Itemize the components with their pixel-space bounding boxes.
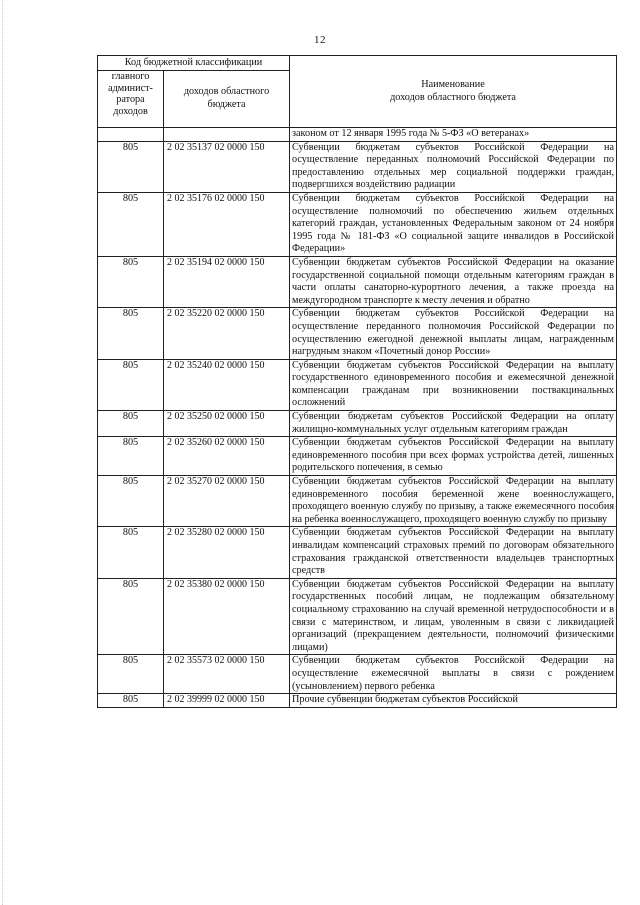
header-admin-line: админист-: [108, 82, 153, 94]
admin-code-cell: 805: [98, 359, 164, 410]
page-number: 12: [314, 34, 326, 46]
income-code-cell: 2 02 35220 02 0000 150: [164, 308, 290, 359]
table-row: [98, 476, 617, 527]
income-code-cell: 2 02 35137 02 0000 150: [164, 141, 290, 192]
income-code-cell: 2 02 35250 02 0000 150: [164, 411, 290, 437]
income-name-cell: Субвенции бюджетам субъектов Российской Федерации на осуществление полномочий по обеспечению жильем отдельных категорий граждан, установленных Федеральным законом от 24 ноября 1995 года № 181-ФЗ «О социальной защите инвалидов в Российской Федерации»: [290, 192, 617, 256]
header-group-title: Код бюджетной классификации: [98, 56, 290, 71]
income-code-cell: 2 02 35176 02 0000 150: [164, 192, 290, 256]
admin-code-cell: 805: [98, 256, 164, 307]
admin-code-cell: 805: [98, 655, 164, 694]
income-code-cell: 2 02 35280 02 0000 150: [164, 527, 290, 578]
admin-code-cell: 805: [98, 411, 164, 437]
income-name-cell: Субвенции бюджетам субъектов Российской Федерации на осуществление ежемесячной выплаты в связи с рождением (усыновлением) первого ребенка: [290, 655, 617, 694]
income-name-cell: Субвенции бюджетам субъектов Российской Федерации на выплату инвалидам компенсаций страховых премий по договорам обязательного страхования гражданской ответственности владельцев транспортных средств: [290, 527, 617, 578]
admin-code-cell: 805: [98, 578, 164, 655]
income-code-cell: 2 02 35270 02 0000 150: [164, 476, 290, 527]
continuation-code-cell: [164, 128, 290, 142]
income-name-cell: Субвенции бюджетам субъектов Российской Федерации на выплату единовременного пособия беременной жене военнослужащего, проходящего военную службу по призыву, а также ежемесячного пособия на ребенка военнослужащего, проходящего военную службу по призыву: [290, 476, 617, 527]
header-admin-line: ратора: [116, 94, 145, 106]
income-code-cell: 2 02 35260 02 0000 150: [164, 437, 290, 476]
income-name-cell: Субвенции бюджетам субъектов Российской Федерации на оказание государственной социальной помощи отдельным категориям граждан в части оплаты санаторно-курортного лечения, а также проезда на междугородном транспорте к месту лечения и обратно: [290, 256, 617, 307]
income-code-cell: 2 02 35240 02 0000 150: [164, 359, 290, 410]
header-code-line: бюджета: [207, 99, 246, 110]
table-header: [98, 56, 617, 128]
admin-code-cell: 805: [98, 192, 164, 256]
income-name-cell: Субвенции бюджетам субъектов Российской Федерации на оплату жилищно-коммунальных услуг отдельным категориям граждан: [290, 411, 617, 437]
table-row: [98, 437, 617, 476]
income-name-cell: Субвенции бюджетам субъектов Российской Федерации на выплату единовременного пособия при всех формах устройства детей, лишенных родительского попечения, в семью: [290, 437, 617, 476]
table-row: [98, 578, 617, 655]
header-admin-line: главного: [111, 71, 150, 82]
table-row: [98, 655, 617, 694]
header-name-line: доходов областного бюджета: [390, 91, 516, 103]
header-code-column: [164, 71, 290, 128]
header-admin-column: [98, 71, 164, 128]
table-row: [98, 141, 617, 192]
table-row: [98, 192, 617, 256]
income-name-cell: Прочие субвенции бюджетам субъектов Российской: [290, 694, 617, 708]
income-code-cell: 2 02 39999 02 0000 150: [164, 694, 290, 708]
continuation-text: законом от 12 января 1995 года № 5-ФЗ «О ветеранах»: [290, 128, 617, 142]
income-name-cell: Субвенции бюджетам субъектов Российской Федерации на выплату государственного единовременного пособия и ежемесячной денежной компенсации гражданам при возникновении поствакцинальных осложнений: [290, 359, 617, 410]
admin-code-cell: 805: [98, 141, 164, 192]
admin-code-cell: 805: [98, 527, 164, 578]
admin-code-cell: 805: [98, 437, 164, 476]
table-row: [98, 694, 617, 708]
income-name-cell: Субвенции бюджетам субъектов Российской Федерации на осуществление переданных полномочий Российской Федерации по предоставлению отдельных мер социальной поддержки граждан, подвергшихся воздействию радиации: [290, 141, 617, 192]
income-code-cell: 2 02 35573 02 0000 150: [164, 655, 290, 694]
table-row: [98, 527, 617, 578]
admin-code-cell: 805: [98, 694, 164, 708]
table-body: [98, 128, 617, 708]
table-row: [98, 411, 617, 437]
header-name-column: [290, 56, 617, 128]
header-name-line: Наименование: [421, 78, 485, 90]
table-row: [98, 308, 617, 359]
table-row: [98, 359, 617, 410]
continuation-row: [98, 128, 617, 142]
income-code-cell: 2 02 35194 02 0000 150: [164, 256, 290, 307]
admin-code-cell: 805: [98, 308, 164, 359]
header-code-line: доходов областного: [183, 86, 270, 98]
scan-margin-line: [2, 0, 3, 905]
income-name-cell: Субвенции бюджетам субъектов Российской Федерации на выплату государственных пособий лицам, не подлежащим обязательному социальному страхованию на случай временной нетрудоспособности и в связи с материнством, и лицам, уволенным в связи с ликвидацией организаций (прекращением деятельности, полномочий физическими лицами): [290, 578, 617, 655]
income-name-cell: Субвенции бюджетам субъектов Российской Федерации на осуществление переданного полномочия Российской Федерации по осуществлению ежегодной денежной выплаты лицам, награжденным нагрудным знаком «Почетный донор России»: [290, 308, 617, 359]
income-code-cell: 2 02 35380 02 0000 150: [164, 578, 290, 655]
admin-code-cell: 805: [98, 476, 164, 527]
continuation-admin-cell: [98, 128, 164, 142]
header-admin-line: доходов: [113, 105, 148, 117]
budget-classification-table: [97, 55, 617, 708]
table-row: [98, 256, 617, 307]
